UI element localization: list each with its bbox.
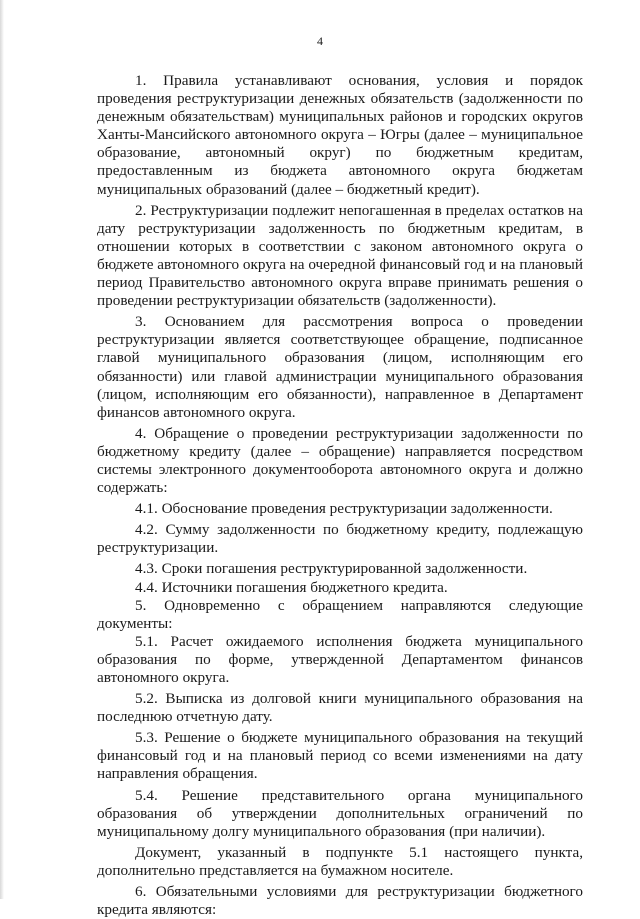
paragraph-3: 3. Основанием для рассмотрения вопроса о проведении реструктуризации является соответствующее обращение, подписанное главой муниципального образования (лицом, исполняющим его обязанности) или главой администрации муниципального образования (лицом, исполняющим его обязанности), направленное в Департамент финансов автономного округа. bbox=[97, 313, 583, 421]
paragraph-6: 6. Обязательными условиями для реструктуризации бюджетного кредита являются: bbox=[97, 883, 583, 919]
paragraph-2: 2. Реструктуризации подлежит непогашенная в пределах остатков на дату реструктуризации задолженность по бюджетным кредитам, в отношении которых в соответствии с законом автономного округа о бюджете автономного округа на очередной финансовый год и на плановый период Правительство автономного округа вправе принимать решения о проведении реструктуризации обязательств (задолженности). bbox=[97, 201, 583, 310]
paragraph-4-4: 4.4. Источники погашения бюджетного кредита. bbox=[135, 578, 448, 596]
page-number: 4 bbox=[317, 34, 323, 48]
paragraph-4-2: 4.2. Сумму задолженности по бюджетному кредиту, подлежащую реструктуризации. bbox=[97, 521, 583, 557]
paragraph-4-3: 4.3. Сроки погашения реструктурированной задолженности. bbox=[135, 560, 528, 578]
paragraph-1: 1. Правила устанавливают основания, условия и порядок проведения реструктуризации денежных обязательств (задолженности по денежным обязательствам) муниципальных районов и городских округов Ханты-Мансийского автономного округа – Югры (далее – муниципальное образование, автономный округ) по бюджетным кредитам, предоставленным из бюджета автономного округа бюджетам муниципальных образований (далее – бюджетный кредит). bbox=[97, 72, 583, 198]
paragraph-5-1: 5.1. Расчет ожидаемого исполнения бюджета муниципального образования по форме, утвержденной Департаментом финансов автономного округа. bbox=[97, 632, 583, 686]
paragraph-5: 5. Одновременно с обращением направляются следующие документы: bbox=[97, 596, 583, 632]
paragraph-5-note: Документ, указанный в подпункте 5.1 настоящего пункта, дополнительно представляется на бумажном носителе. bbox=[97, 843, 583, 879]
scan-edge-shadow bbox=[0, 0, 4, 899]
paragraph-4-1: 4.1. Обоснование проведения реструктуризации задолженности. bbox=[135, 500, 553, 518]
paragraph-4: 4. Обращение о проведении реструктуризации задолженности по бюджетному кредиту (далее – обращение) направляется посредством системы электронного документооборота автономного округа и должно содержать: bbox=[97, 424, 583, 497]
document-body bbox=[97, 72, 583, 919]
paragraph-5-4: 5.4. Решение представительного органа муниципального образования об утверждении дополнительных ограничений по муниципальному долгу муниципального образования (при наличии). bbox=[97, 786, 583, 840]
paragraph-5-3: 5.3. Решение о бюджете муниципального образования на текущий финансовый год и на плановый период со всеми изменениями на дату направления обращения. bbox=[97, 729, 583, 783]
paragraph-5-2: 5.2. Выписка из долговой книги муниципального образования на последнюю отчетную дату. bbox=[97, 690, 583, 726]
